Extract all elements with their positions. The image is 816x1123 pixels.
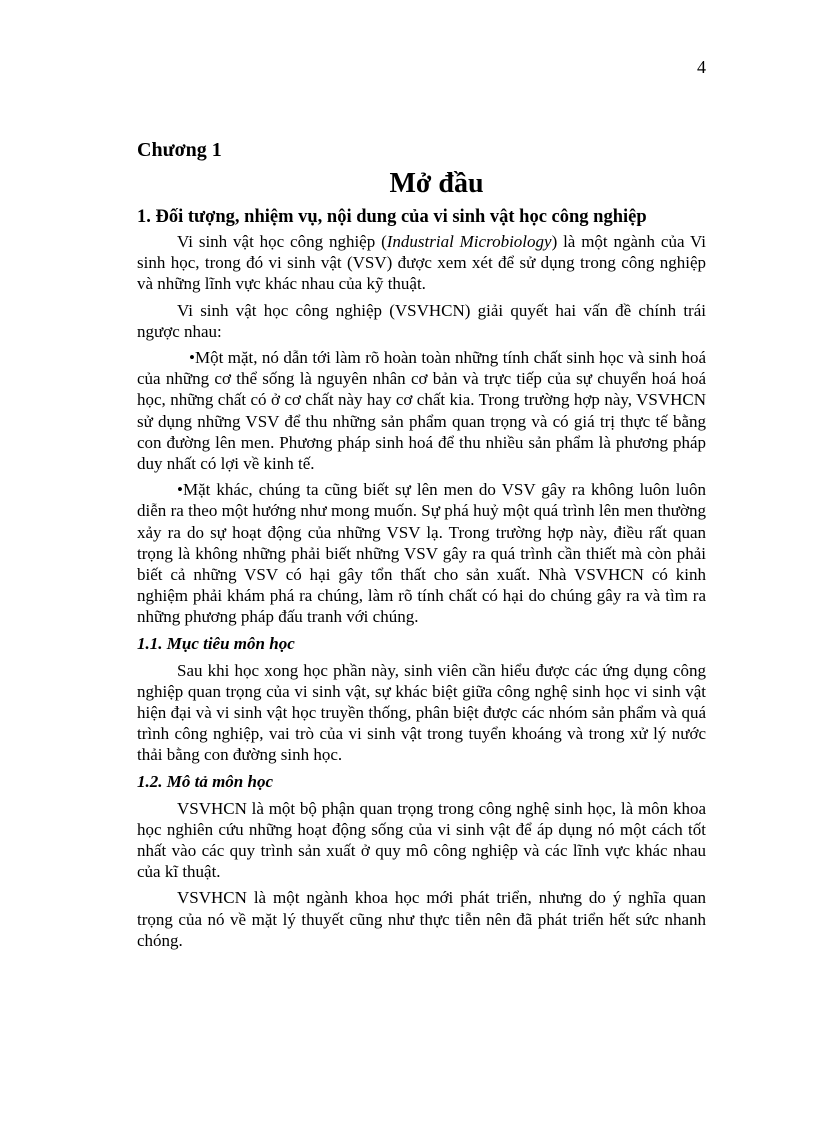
chapter-title: Mở đầu <box>389 168 484 199</box>
paragraph-text: Vi sinh vật học công nghiệp ( <box>177 232 387 251</box>
page-content <box>137 136 706 956</box>
section-1-bullet-2: •Mặt khác, chúng ta cũng biết sự lên men do VSV gây ra không luôn luôn diễn ra theo một hướng như mong muốn. Sự phá huỷ một quá trình lên men thường xảy ra do sự hoạt động của những VSV lạ. Trong trường hợp này, điều rất quan trọng là không những phải biết những VSV gây ra quá trình cần thiết mà còn phải biết cả những VSV có hại gây tổn thất cho sản xuất. Nhà VSVHCN có kinh nghiệm phải khám phá ra chúng, làm rõ tính chất có hại do chúng gây ra và tìm ra những phương pháp đấu tranh với chúng. <box>137 480 706 627</box>
section-1-2-heading: 1.2. Mô tả môn học <box>137 771 274 791</box>
section-1-bullet-1: •Một mặt, nó dẫn tới làm rõ hoàn toàn những tính chất sinh học và sinh hoá của những cơ thể sống là nguyên nhân cơ bản và trực tiếp của sự chuyển hoá hoá học, những chất có ở cơ chất này hay cơ chất kia. Trong trường hợp này, VSVHCN sử dụng những VSV để thu những sản phẩm quan trọng và có giá trị thực tế bằng con đường lên men. Phương pháp sinh hoá để thu nhiều sản phẩm là phương pháp duy nhất có lợi về kinh tế. <box>137 348 706 474</box>
section-1-heading: 1. Đối tượng, nhiệm vụ, nội dung của vi sinh vật học công nghiệp <box>137 207 647 227</box>
paragraph-text: ) là một ngành của Vi sinh học, trong đó vi sinh vật (VSV) được xem xét để sử dụng trong công nghiệp và những lĩnh vực khác nhau của kỹ thuật. <box>137 232 707 294</box>
section-1-2-paragraph-1: VSVHCN là một bộ phận quan trọng trong công nghệ sinh học, là môn khoa học nghiên cứu những hoạt động sống của vi sinh vật để áp dụng nó một cách tốt nhất vào các quy trình sản xuất ở quy mô công nghiệp và các lĩnh vực khác nhau của kĩ thuật. <box>137 798 706 882</box>
page-number: 4 <box>697 57 706 77</box>
section-1-paragraph-2: Vi sinh vật học công nghiệp (VSVHCN) giải quyết hai vấn đề chính trái ngược nhau: <box>137 300 706 341</box>
section-1-paragraph-1 <box>137 231 706 300</box>
section-1-1-paragraph-1: Sau khi học xong học phần này, sinh viên cần hiểu được các ứng dụng công nghiệp quan trọng của vi sinh vật, sự khác biệt giữa công nghệ sinh học vi sinh vật hiện đại và vi sinh vật học truyền thống, phân biệt được các nhóm sản phẩm và quá trình công nghiệp, vai trò của vi sinh vật trong tuyển khoáng và trong xử lý nước thải bằng con đường sinh học. <box>137 660 706 765</box>
chapter-label: Chương 1 <box>137 139 222 161</box>
italic-term: Industrial Microbiology <box>386 232 552 251</box>
section-1-1-heading: 1.1. Mục tiêu môn học <box>137 633 295 653</box>
section-1-2-paragraph-2: VSVHCN là một ngành khoa học mới phát triển, nhưng do ý nghĩa quan trọng của nó về mặt lý thuyết cũng như thực tiễn nên đã phát triển hết sức nhanh chóng. <box>137 888 706 950</box>
